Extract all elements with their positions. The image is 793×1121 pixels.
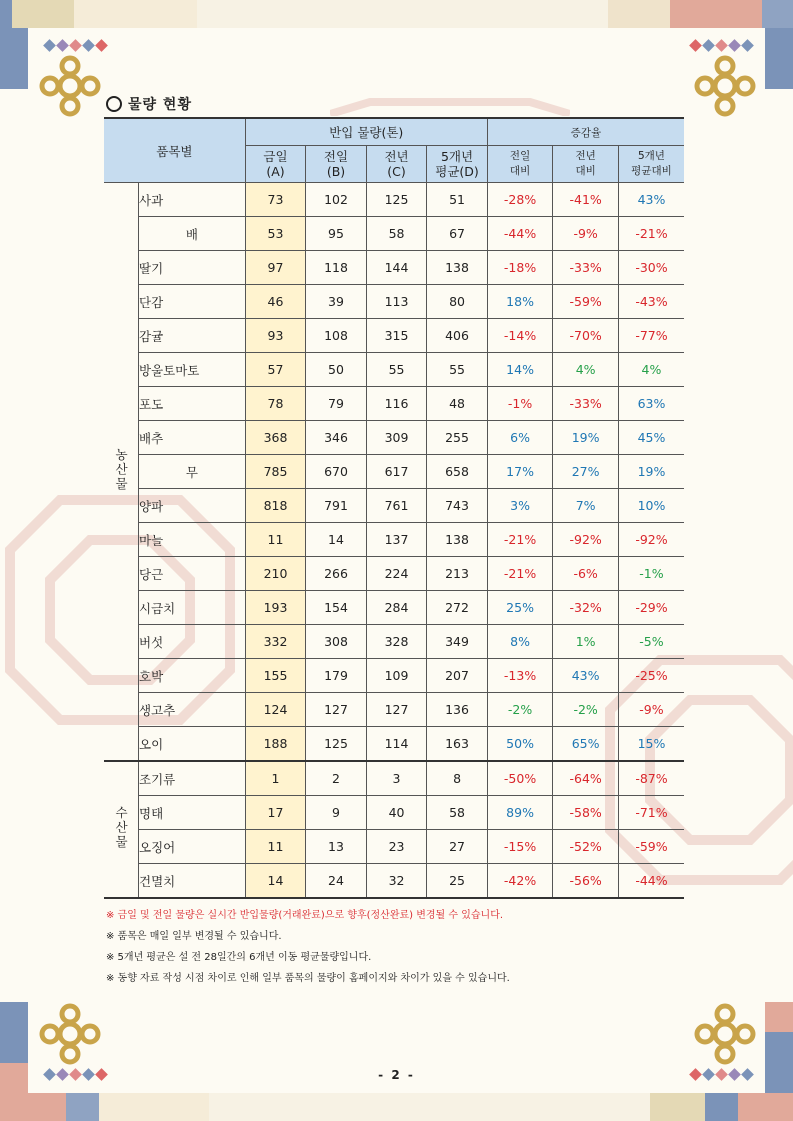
today-value: 17	[245, 796, 306, 830]
item-name-text: 딸기	[139, 260, 164, 276]
vs-prev-year-pct: 7%	[553, 489, 619, 523]
today-value: 53	[245, 217, 306, 251]
table-row	[104, 251, 684, 285]
vs-avg5-pct: -25%	[618, 659, 684, 693]
vs-prev-year-pct: 4%	[553, 353, 619, 387]
prev-year-value: 114	[366, 727, 427, 762]
item-name	[139, 353, 246, 387]
item-name	[139, 693, 246, 727]
item-name	[139, 285, 246, 319]
corner-knot-ornament-top-left	[38, 54, 102, 118]
vs-prev-day-pct: -14%	[487, 319, 553, 353]
prev-day-value: 308	[306, 625, 367, 659]
vs-avg5-pct: 10%	[618, 489, 684, 523]
prev-year-value: 113	[366, 285, 427, 319]
table-row	[104, 523, 684, 557]
prev-day-value: 179	[306, 659, 367, 693]
prev-day-value: 154	[306, 591, 367, 625]
table-row	[104, 217, 684, 251]
item-name	[139, 727, 246, 762]
vs-avg5-pct: 19%	[618, 455, 684, 489]
header-vs-prev-day: 전일 대비	[487, 146, 553, 183]
avg5-value: 207	[427, 659, 488, 693]
vs-avg5-pct: -43%	[618, 285, 684, 319]
vs-prev-day-pct: -1%	[487, 387, 553, 421]
table-row	[104, 761, 684, 796]
today-value: 78	[245, 387, 306, 421]
vs-prev-day-pct: 6%	[487, 421, 553, 455]
item-name-text: 시금치	[139, 600, 176, 616]
item-name-text: 배	[185, 226, 198, 242]
prev-day-value: 127	[306, 693, 367, 727]
vs-prev-year-pct: -64%	[553, 761, 619, 796]
item-name-text: 마늘	[139, 532, 164, 548]
vs-prev-day-pct: 14%	[487, 353, 553, 387]
prev-year-value: 125	[366, 183, 427, 217]
header-volume-group: 반입 물량(톤)	[245, 118, 487, 146]
item-name	[139, 183, 246, 217]
vs-avg5-pct: 45%	[618, 421, 684, 455]
prev-year-value: 40	[366, 796, 427, 830]
prev-year-value: 315	[366, 319, 427, 353]
table-row	[104, 625, 684, 659]
item-name	[139, 591, 246, 625]
prev-day-value: 670	[306, 455, 367, 489]
prev-year-value: 109	[366, 659, 427, 693]
avg5-value: 349	[427, 625, 488, 659]
avg5-value: 8	[427, 761, 488, 796]
vs-prev-day-pct: 50%	[487, 727, 553, 762]
table-row	[104, 659, 684, 693]
corner-knot-ornament-bottom-left	[38, 1002, 102, 1066]
prev-day-value: 266	[306, 557, 367, 591]
vs-prev-day-pct: -21%	[487, 523, 553, 557]
item-name	[139, 421, 246, 455]
header-category: 품목별	[104, 118, 245, 183]
prev-year-value: 116	[366, 387, 427, 421]
avg5-value: 138	[427, 523, 488, 557]
vs-avg5-pct: -71%	[618, 796, 684, 830]
prev-year-value: 284	[366, 591, 427, 625]
header-prev-year: 전년 (C)	[366, 146, 427, 183]
group-label: 수산물	[104, 761, 139, 898]
avg5-value: 80	[427, 285, 488, 319]
vs-prev-year-pct: -2%	[553, 693, 619, 727]
footnote-4: ※ 동향 자료 작성 시점 차이로 인해 일부 품목의 물량이 홈페이지와 차이가 있을 수 있습니다.	[106, 973, 510, 984]
item-name-text: 생고추	[139, 702, 176, 718]
avg5-value: 743	[427, 489, 488, 523]
top-border-stripes	[0, 0, 793, 28]
header-change-group: 증감율	[487, 118, 684, 146]
today-value: 818	[245, 489, 306, 523]
avg5-value: 213	[427, 557, 488, 591]
table-row	[104, 455, 684, 489]
table-row	[104, 864, 684, 899]
item-name-text: 양파	[139, 498, 164, 514]
vs-prev-day-pct: -18%	[487, 251, 553, 285]
vs-prev-year-pct: -6%	[553, 557, 619, 591]
vs-prev-day-pct: -13%	[487, 659, 553, 693]
table-row	[104, 183, 684, 217]
item-name	[139, 659, 246, 693]
today-value: 97	[245, 251, 306, 285]
vs-prev-year-pct: -56%	[553, 864, 619, 899]
prev-year-value: 58	[366, 217, 427, 251]
header-prev-day: 전일 (B)	[306, 146, 367, 183]
avg5-value: 272	[427, 591, 488, 625]
vs-avg5-pct: 43%	[618, 183, 684, 217]
page-number: - 2 -	[378, 1068, 415, 1082]
today-value: 332	[245, 625, 306, 659]
vs-prev-year-pct: -9%	[553, 217, 619, 251]
vs-prev-year-pct: 27%	[553, 455, 619, 489]
vs-avg5-pct: -1%	[618, 557, 684, 591]
today-value: 93	[245, 319, 306, 353]
corner-knot-ornament-bottom-right	[693, 1002, 757, 1066]
table-row	[104, 285, 684, 319]
item-name-text: 감귤	[139, 328, 164, 344]
prev-year-value: 617	[366, 455, 427, 489]
header-vs-prev-year: 전년 대비	[553, 146, 619, 183]
item-name	[139, 864, 246, 899]
today-value: 46	[245, 285, 306, 319]
vs-prev-day-pct: -2%	[487, 693, 553, 727]
vs-avg5-pct: -29%	[618, 591, 684, 625]
prev-day-value: 2	[306, 761, 367, 796]
vs-avg5-pct: -87%	[618, 761, 684, 796]
item-name	[139, 489, 246, 523]
header-today: 금일 (A)	[245, 146, 306, 183]
vs-avg5-pct: -30%	[618, 251, 684, 285]
vs-avg5-pct: -77%	[618, 319, 684, 353]
vs-prev-day-pct: 3%	[487, 489, 553, 523]
prev-year-value: 761	[366, 489, 427, 523]
item-name	[139, 455, 246, 489]
vs-prev-day-pct: 89%	[487, 796, 553, 830]
vs-prev-year-pct: 65%	[553, 727, 619, 762]
today-value: 210	[245, 557, 306, 591]
table-row	[104, 489, 684, 523]
item-name-text: 포도	[139, 396, 164, 412]
avg5-value: 48	[427, 387, 488, 421]
footnotes	[106, 905, 706, 989]
footnote-1: ※ 금일 및 전일 물량은 실시간 반입물량(거래완료)으로 향후(정산완료) 변경될 수 있습니다.	[106, 910, 504, 921]
avg5-value: 255	[427, 421, 488, 455]
table-row	[104, 591, 684, 625]
table-row	[104, 693, 684, 727]
today-value: 124	[245, 693, 306, 727]
vs-avg5-pct: -59%	[618, 830, 684, 864]
today-value: 193	[245, 591, 306, 625]
item-name	[139, 557, 246, 591]
prev-day-value: 50	[306, 353, 367, 387]
vs-prev-day-pct: 8%	[487, 625, 553, 659]
vs-prev-day-pct: -15%	[487, 830, 553, 864]
item-name	[139, 796, 246, 830]
vs-prev-day-pct: 17%	[487, 455, 553, 489]
avg5-value: 55	[427, 353, 488, 387]
item-name-text: 사과	[139, 192, 164, 208]
vs-prev-year-pct: 43%	[553, 659, 619, 693]
bottom-border-stripes	[0, 1093, 793, 1121]
prev-day-value: 108	[306, 319, 367, 353]
item-name	[139, 625, 246, 659]
today-value: 11	[245, 830, 306, 864]
today-value: 155	[245, 659, 306, 693]
item-name-text: 건멸치	[139, 873, 176, 889]
avg5-value: 51	[427, 183, 488, 217]
avg5-value: 138	[427, 251, 488, 285]
header-avg5: 5개년 평균(D)	[427, 146, 488, 183]
vs-prev-day-pct: -21%	[487, 557, 553, 591]
table-row	[104, 557, 684, 591]
section-title-text: 물량 현황	[128, 97, 192, 113]
item-name-text: 호박	[139, 668, 164, 684]
vs-avg5-pct: 15%	[618, 727, 684, 762]
vs-prev-year-pct: 1%	[553, 625, 619, 659]
diamond-row-top-left	[44, 41, 107, 50]
table-row	[104, 387, 684, 421]
right-border-stripes	[765, 28, 793, 1093]
prev-day-value: 79	[306, 387, 367, 421]
item-name-text: 오징어	[139, 839, 176, 855]
diamond-row-top-right	[690, 41, 753, 50]
prev-day-value: 125	[306, 727, 367, 762]
table-row	[104, 796, 684, 830]
prev-day-value: 9	[306, 796, 367, 830]
prev-day-value: 118	[306, 251, 367, 285]
volume-table	[104, 117, 684, 899]
table-row	[104, 727, 684, 762]
prev-day-value: 24	[306, 864, 367, 899]
prev-day-value: 39	[306, 285, 367, 319]
vs-prev-year-pct: -59%	[553, 285, 619, 319]
prev-year-value: 137	[366, 523, 427, 557]
prev-day-value: 346	[306, 421, 367, 455]
circle-bullet-icon	[106, 96, 122, 112]
item-name	[139, 251, 246, 285]
footnote-2: ※ 품목은 매일 일부 변경될 수 있습니다.	[106, 931, 282, 942]
item-name-text: 당근	[139, 566, 164, 582]
prev-day-value: 95	[306, 217, 367, 251]
vs-prev-day-pct: -44%	[487, 217, 553, 251]
item-name	[139, 523, 246, 557]
today-value: 1	[245, 761, 306, 796]
lattice-pattern-top	[330, 96, 570, 116]
vs-prev-day-pct: -28%	[487, 183, 553, 217]
corner-knot-ornament-top-right	[693, 54, 757, 118]
vs-prev-year-pct: -33%	[553, 251, 619, 285]
item-name-text: 배추	[139, 430, 164, 446]
footnote-3: ※ 5개년 평균은 설 전 28일간의 6개년 이동 평균물량입니다.	[106, 952, 372, 963]
avg5-value: 58	[427, 796, 488, 830]
item-name	[139, 761, 246, 796]
today-value: 368	[245, 421, 306, 455]
today-value: 73	[245, 183, 306, 217]
prev-day-value: 791	[306, 489, 367, 523]
today-value: 57	[245, 353, 306, 387]
vs-avg5-pct: 63%	[618, 387, 684, 421]
vs-avg5-pct: 4%	[618, 353, 684, 387]
vs-avg5-pct: -5%	[618, 625, 684, 659]
vs-prev-year-pct: -58%	[553, 796, 619, 830]
vs-prev-day-pct: -50%	[487, 761, 553, 796]
today-value: 188	[245, 727, 306, 762]
vs-prev-year-pct: -41%	[553, 183, 619, 217]
avg5-value: 163	[427, 727, 488, 762]
item-name	[139, 387, 246, 421]
item-name	[139, 319, 246, 353]
vs-prev-day-pct: 18%	[487, 285, 553, 319]
table-row	[104, 421, 684, 455]
vs-prev-year-pct: -70%	[553, 319, 619, 353]
prev-year-value: 3	[366, 761, 427, 796]
prev-day-value: 14	[306, 523, 367, 557]
avg5-value: 658	[427, 455, 488, 489]
vs-prev-day-pct: 25%	[487, 591, 553, 625]
today-value: 11	[245, 523, 306, 557]
avg5-value: 406	[427, 319, 488, 353]
prev-year-value: 32	[366, 864, 427, 899]
item-name-text: 버섯	[139, 634, 164, 650]
item-name-text: 단감	[139, 294, 164, 310]
today-value: 14	[245, 864, 306, 899]
prev-year-value: 144	[366, 251, 427, 285]
item-name	[139, 217, 246, 251]
prev-day-value: 102	[306, 183, 367, 217]
prev-year-value: 127	[366, 693, 427, 727]
table-body	[104, 183, 684, 899]
prev-year-value: 309	[366, 421, 427, 455]
item-name-text: 명태	[139, 805, 164, 821]
vs-prev-day-pct: -42%	[487, 864, 553, 899]
prev-year-value: 23	[366, 830, 427, 864]
section-title	[106, 94, 192, 114]
vs-avg5-pct: -9%	[618, 693, 684, 727]
prev-day-value: 13	[306, 830, 367, 864]
table-row	[104, 319, 684, 353]
item-name	[139, 830, 246, 864]
item-name-text: 방울토마토	[139, 362, 200, 378]
table-row	[104, 830, 684, 864]
vs-prev-year-pct: -32%	[553, 591, 619, 625]
avg5-value: 27	[427, 830, 488, 864]
item-name-text: 오이	[139, 736, 164, 752]
group-label: 농산물	[104, 183, 139, 762]
vs-prev-year-pct: -92%	[553, 523, 619, 557]
vs-prev-year-pct: -33%	[553, 387, 619, 421]
today-value: 785	[245, 455, 306, 489]
table-row	[104, 353, 684, 387]
item-name-text: 조기류	[139, 771, 176, 787]
vs-avg5-pct: -92%	[618, 523, 684, 557]
avg5-value: 67	[427, 217, 488, 251]
prev-year-value: 328	[366, 625, 427, 659]
avg5-value: 136	[427, 693, 488, 727]
vs-avg5-pct: -21%	[618, 217, 684, 251]
prev-year-value: 224	[366, 557, 427, 591]
vs-prev-year-pct: -52%	[553, 830, 619, 864]
header-vs-avg5: 5개년 평균대비	[618, 146, 684, 183]
item-name-text: 무	[185, 464, 198, 480]
avg5-value: 25	[427, 864, 488, 899]
prev-year-value: 55	[366, 353, 427, 387]
vs-prev-year-pct: 19%	[553, 421, 619, 455]
left-border-stripes	[0, 28, 28, 1093]
vs-avg5-pct: -44%	[618, 864, 684, 899]
